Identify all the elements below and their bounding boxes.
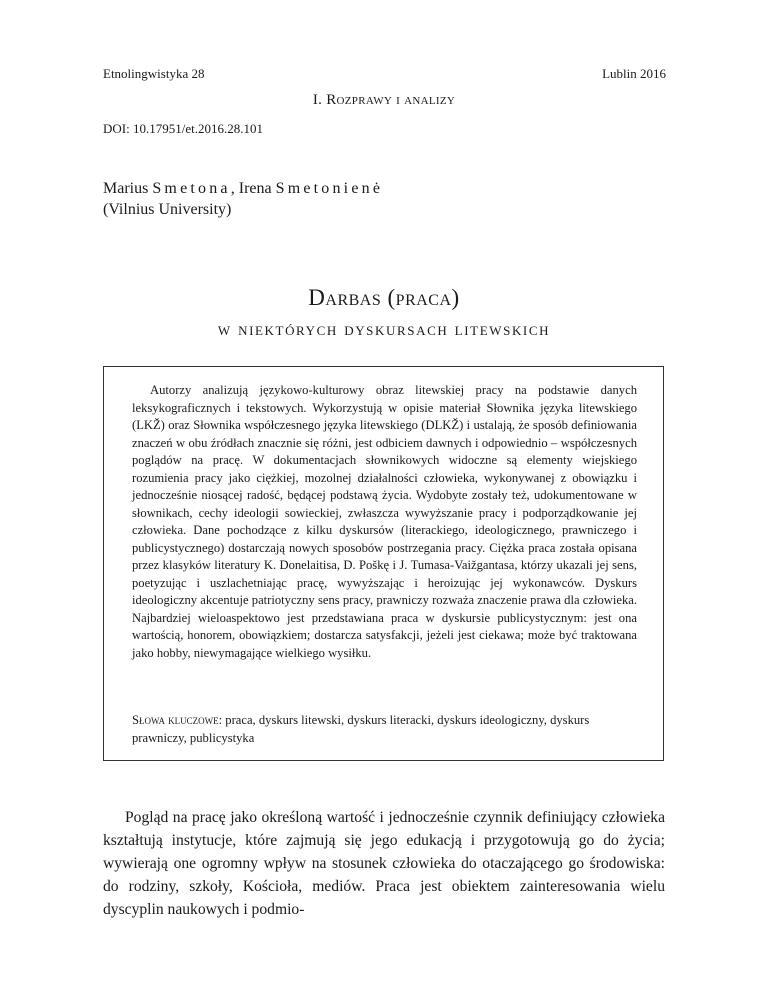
body-paragraph: Pogląd na pracę jako określoną wartość i jednocześnie czynnik definiujący człowieka kształtują instytucje, które zajmują się jego edukacją i przygotowują go do życia; wywierają one ogromny wpływ na stosunek człowieka do otaczającego go środowiska: do rodziny, szkoły, Kościoła, mediów. Praca jest obiektem zainteresowania wielu dyscyplin naukowych i podmio- xyxy=(103,809,665,918)
abstract-text: Autorzy analizują językowo-kulturowy obraz litewskiej pracy na podstawie danych leksykograficznych i tekstowych. Wykorzystują w opisie materiał Słownika języka litewskiego (LKŽ) oraz Słownika współczesnego języka litewskiego (DLKŽ) i ustalają, że sposób definiowania znaczeń w obu źródłach znacznie się różni, jest odbiciem dawnych i odpowiednio – współczesnych poglądów na pracę. W dokumentacjach słownikowych widoczne są elementy wiejskiego rozumienia pracy jako ciężkiej, mozolnej działalności człowieka, wykonywanej z obowiązku i jednocześnie niosącej radość, będącej podstawą życia. Wydobyte zostały też, udokumentowane w słownikach, cechy ideologii sowieckiej, zwłaszcza wywyższanie pracy i podporządkowanie jej człowieka. Dane pochodzące z kilku dyskursów (literackiego, ideologicznego, prawniczego i publicystycznego) dostarczają nowych sposobów postrzegania pracy. Ciężka praca została opisana przez klasyków literatury K. Donelaitisa, D. Poškę i J. Tumasa-Vaižgantasa, którzy ukazali jej sens, poetyzując i uszlachetniając pracę, wywyższając i heroizując jej wykonawców. Dyskurs ideologiczny akcentuje patriotyczny sens pracy, prawniczy rozważa znaczenie prawa dla człowieka. Najbardziej wieloaspektowo jest przedstawiana praca w dyskursie publicystycznym: jest ona wartością, honorem, obowiązkiem; dostarcza satysfakcji, jeżeli jest ciekawa; może być traktowana jako hobby, niewymagające wielkiego wysiłku. xyxy=(132,383,637,660)
abstract-box xyxy=(103,366,664,761)
author-names xyxy=(103,178,383,199)
place-year: Lublin 2016 xyxy=(602,66,666,81)
authors xyxy=(103,178,383,220)
journal-name: Etnolingwistyka 28 xyxy=(103,66,205,81)
article-subtitle: w niektórych dyskursach litewskich xyxy=(217,319,551,340)
author2-last-name: Smetonienė xyxy=(275,180,384,197)
author1-first-name: Marius xyxy=(103,180,153,197)
article-title: Darbas (praca) xyxy=(308,285,460,310)
author1-last-name: Smetona xyxy=(152,180,231,197)
affiliation: (Vilnius University) xyxy=(103,201,232,218)
section-title: I. Rozprawy i analizy xyxy=(312,92,456,108)
keywords xyxy=(132,712,637,747)
keywords-label: Słowa kluczowe xyxy=(132,713,219,727)
doi: DOI: 10.17951/et.2016.28.101 xyxy=(103,121,263,136)
author-separator: , Irena xyxy=(230,180,276,197)
keywords-text: : praca, dyskurs litewski, dyskurs literacki, dyskurs ideologiczny, dyskurs prawniczy, publicystyka xyxy=(132,713,590,745)
